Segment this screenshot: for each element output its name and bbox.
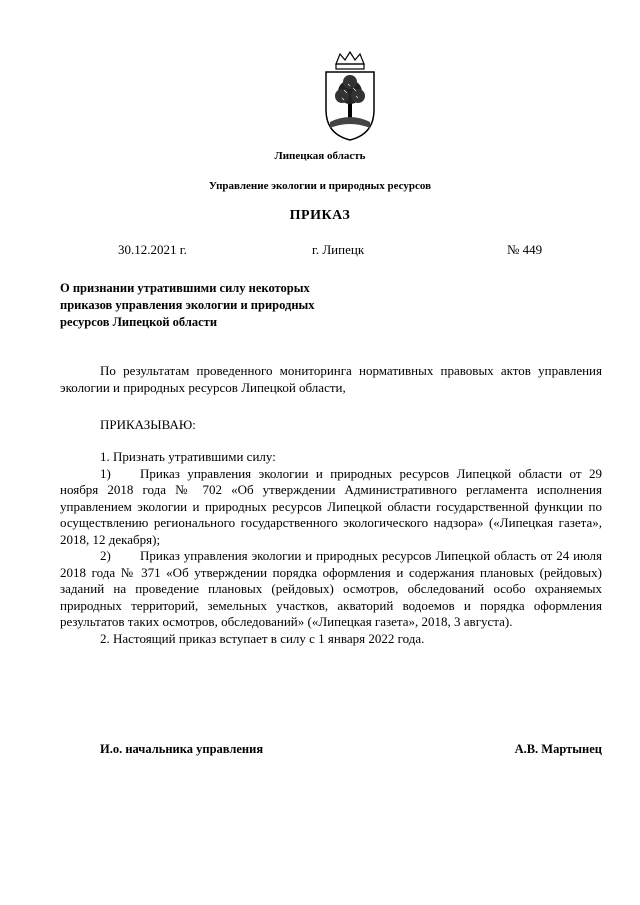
point-2: 2. Настоящий приказ вступает в силу с 1 января 2022 года.: [100, 630, 425, 646]
order-items: [60, 449, 602, 647]
order-date: 30.12.2021 г.: [118, 242, 187, 257]
item-number: 2): [100, 548, 111, 563]
order-subject: О признании утратившими силу некоторых приказов управления экологии и природных ресурсов Липецкой области: [60, 281, 315, 329]
order-city: г. Липецк: [312, 242, 365, 257]
list-item: [60, 548, 602, 631]
item-number: 1): [100, 465, 111, 481]
item-text: Приказ управления экологии и природных ресурсов Липецкой область от 24 июля 2018 года № 371 «Об утверждении порядка оформления и содержания плановых (рейдовых) заданий на проведение плановых (рейдовых) осмотров, обследований особо охраняемых природных территорий, земельных участков, акваторий водоемов и порядка оформления результатов таких осмотров, обследований» («Липецкая газета», 2018, 3 августа).: [60, 548, 602, 629]
item-text: Приказ управления экологии и природных ресурсов Липецкой области от 29 ноября 2018 года № 702 «Об утверждении Административного регламента исполнения управлением экологии и природных ресурсов Липецкой области государственной функции по осуществлению регионального государственного экологического надзора» («Липецкая газета», 2018, 12 декабря);: [60, 465, 602, 547]
region-name: Липецкая область: [274, 150, 366, 162]
document-type: ПРИКАЗ: [289, 208, 351, 223]
point-1: 1. Признать утратившими силу:: [100, 449, 276, 464]
coat-of-arms-icon: [318, 50, 382, 142]
signatory-title: И.о. начальника управления: [100, 742, 264, 756]
department-name: Управление экологии и природных ресурсов: [208, 180, 432, 192]
order-word: ПРИКАЗЫВАЮ:: [100, 417, 196, 432]
list-item: [60, 466, 602, 549]
signatory-name: А.В. Мартынец: [514, 742, 602, 756]
order-number: № 449: [507, 242, 543, 257]
preamble-paragraph: По результатам проведенного мониторинга нормативных правовых актов управления экологии и природных ресурсов Липецкой области,: [60, 363, 602, 395]
